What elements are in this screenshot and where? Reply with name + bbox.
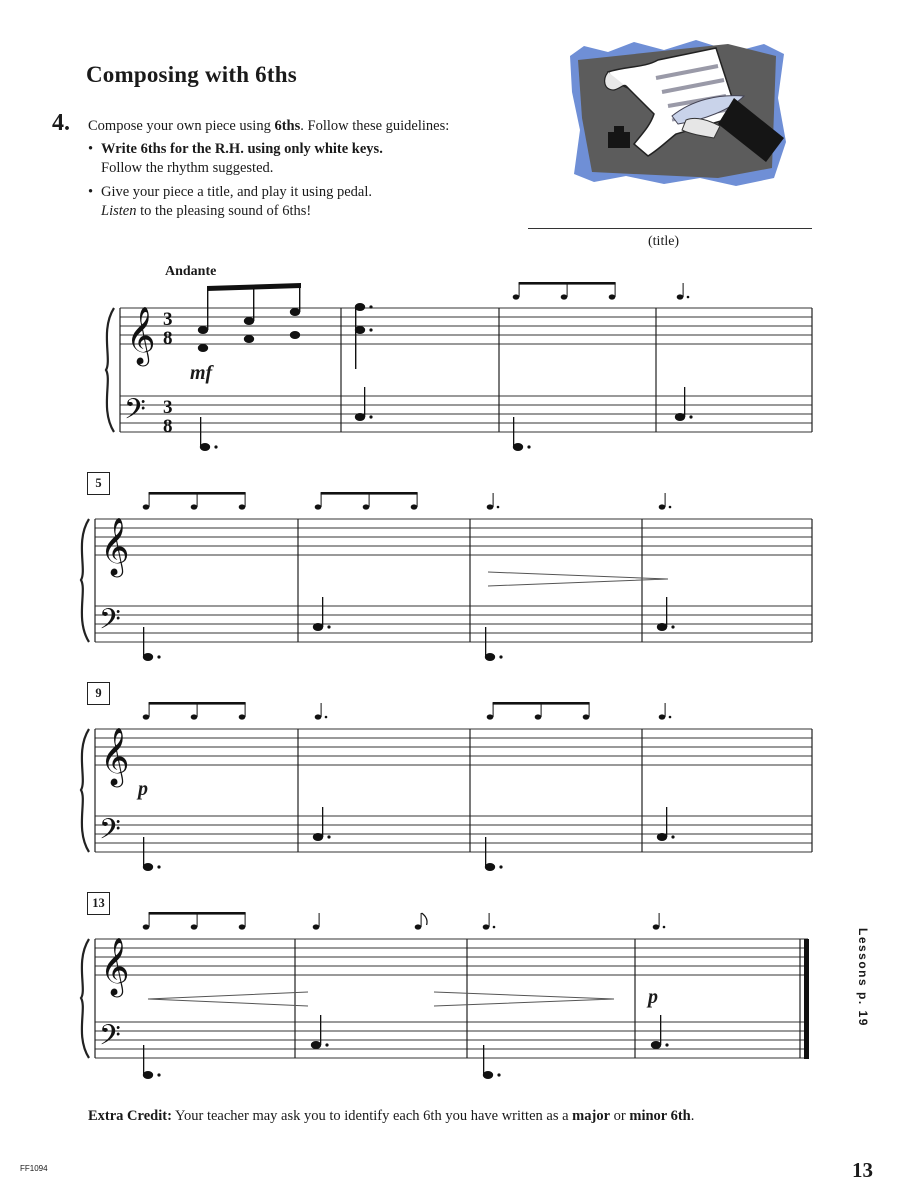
treble-clef-1: 𝄞 xyxy=(126,306,156,364)
bass-note xyxy=(657,623,667,631)
brace-2 xyxy=(81,519,89,642)
bass-clef-3: 𝄢 xyxy=(99,813,121,853)
note xyxy=(244,317,254,325)
treble-clef-4: 𝄞 xyxy=(100,937,130,995)
measure-number-13: 13 xyxy=(87,892,110,915)
rhythm-eighth xyxy=(143,504,150,509)
staff-bass-3 xyxy=(95,816,812,852)
extra-credit: Extra Credit: Your teacher may ask you to identify each 6th you have written as a major or minor 6th. xyxy=(88,1108,695,1124)
bass-mid-c xyxy=(355,413,365,421)
rhythm-eighth xyxy=(609,294,616,299)
staff-bass-4 xyxy=(95,1022,808,1058)
bass-note xyxy=(483,1071,493,1079)
bass-mid-c xyxy=(675,413,685,421)
bass-note xyxy=(657,833,667,841)
treble-clef-2: 𝄞 xyxy=(100,517,130,575)
note xyxy=(290,308,300,316)
rhythm-dotted-quarter xyxy=(659,504,666,509)
measure-number-9: 9 xyxy=(87,682,110,705)
bass-clef-1: 𝄢 xyxy=(124,393,146,433)
decrescendo-hairpin xyxy=(488,572,668,586)
rhythm-eighth xyxy=(561,294,568,299)
dynamic-p-final: p xyxy=(648,986,658,1008)
crescendo-hairpin xyxy=(148,992,308,1006)
bass-note xyxy=(313,623,323,631)
rhythm-eighth xyxy=(513,294,520,299)
staff-treble-2 xyxy=(95,519,812,555)
staff-bass-2 xyxy=(95,606,812,642)
bass-note xyxy=(485,863,495,871)
staff-bass-1 xyxy=(120,396,812,432)
time-sig-top-bass: 3 xyxy=(163,397,173,418)
bass-note xyxy=(313,833,323,841)
page-number: 13 xyxy=(852,1158,873,1182)
rhythm-dotted-quarter xyxy=(483,924,490,929)
rhythm-beam xyxy=(519,282,616,285)
rhythm-eighth xyxy=(415,924,422,929)
time-sig-top: 3 xyxy=(163,309,173,330)
brace-4 xyxy=(81,939,89,1058)
bass-note xyxy=(143,863,153,871)
catalog-code: FF1094 xyxy=(20,1164,48,1173)
rhythm-eighth xyxy=(191,714,198,719)
rhythm-eighth xyxy=(239,504,246,509)
rhythm-eighth xyxy=(583,714,590,719)
rhythm-beam xyxy=(149,492,246,495)
staff-treble-1 xyxy=(120,308,812,344)
bass-clef-2: 𝄢 xyxy=(99,603,121,643)
rhythm-dotted-quarter xyxy=(487,504,494,509)
rhythm-eighth xyxy=(143,924,150,929)
lessons-reference: Lessons p. 19 xyxy=(856,928,870,1027)
rhythm-beam xyxy=(149,912,246,915)
title-caption: (title) xyxy=(648,234,680,249)
decrescendo-hairpin xyxy=(434,992,614,1006)
rhythm-eighth xyxy=(239,714,246,719)
rhythm-dotted-quarter xyxy=(677,294,684,299)
brace-1 xyxy=(106,308,114,432)
note xyxy=(244,335,254,343)
bass-note xyxy=(651,1041,661,1049)
rhythm-eighth xyxy=(239,924,246,929)
staff-treble-3 xyxy=(95,729,812,765)
rhythm-eighth xyxy=(315,504,322,509)
tempo-marking: Andante xyxy=(165,264,217,279)
bass-clef-4: 𝄢 xyxy=(99,1019,121,1059)
staff-treble-4 xyxy=(95,939,808,975)
rhythm-beam xyxy=(321,492,418,495)
guideline-2: • Give your piece a title, and play it using pedal. Listen to the pleasing sound of 6ths! xyxy=(88,184,372,219)
time-sig-bottom: 8 xyxy=(163,328,173,349)
rhythm-eighth xyxy=(487,714,494,719)
time-sig-bottom-bass: 8 xyxy=(163,416,173,437)
note xyxy=(198,326,208,334)
treble-clef-3: 𝄞 xyxy=(100,727,130,785)
rhythm-dotted-quarter xyxy=(659,714,666,719)
dynamic-mf: mf xyxy=(190,362,213,384)
rhythm-eighth xyxy=(191,504,198,509)
measure-number-5: 5 xyxy=(87,472,110,495)
note xyxy=(198,344,208,352)
rhythm-beam xyxy=(493,702,590,705)
bass-note xyxy=(143,653,153,661)
rhythm-beam xyxy=(149,702,246,705)
rhythm-eighth xyxy=(363,504,370,509)
rhythm-eighth xyxy=(535,714,542,719)
exercise-number: 4. xyxy=(52,110,70,136)
page-title: Composing with 6ths xyxy=(86,62,297,87)
bass-note xyxy=(311,1041,321,1049)
rhythm-dotted-quarter xyxy=(315,714,322,719)
bass-low-c xyxy=(513,443,523,451)
rhythm-eighth xyxy=(411,504,418,509)
final-barline xyxy=(804,939,809,1059)
note xyxy=(290,331,300,339)
rhythm-dotted-quarter xyxy=(653,924,660,929)
rhythm-eighth xyxy=(143,714,150,719)
guideline-1: • Write 6ths for the R.H. using only white keys. Follow the rhythm suggested. xyxy=(88,141,383,176)
rhythm-eighth xyxy=(191,924,198,929)
dynamic-p: p xyxy=(138,778,148,800)
brace-3 xyxy=(81,729,89,852)
exercise-intro: Compose your own piece using 6ths. Follow these guidelines: xyxy=(88,118,450,134)
bass-note xyxy=(485,653,495,661)
bass-note xyxy=(143,1071,153,1079)
bass-low-c xyxy=(200,443,210,451)
rhythm-quarter xyxy=(313,924,320,929)
